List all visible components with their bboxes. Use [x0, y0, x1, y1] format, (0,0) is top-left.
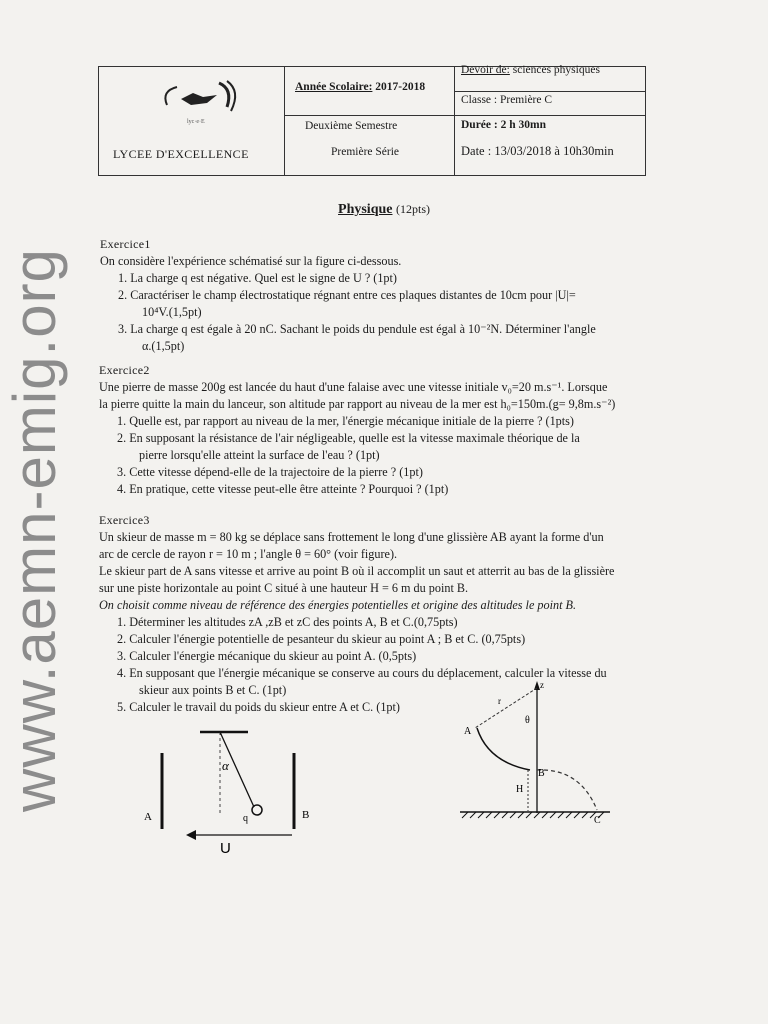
- z-axis-label: z: [540, 680, 544, 690]
- list-item: 1. La charge q est négative. Quel est le signe de U ? (1pt): [118, 271, 397, 285]
- school-logo: [147, 77, 247, 129]
- point-b-label: B: [538, 768, 545, 779]
- exercise-3-note: On choisit comme niveau de référence des énergies potentielles et origine des altitudes le point B.: [99, 598, 576, 612]
- exercise-2-heading: Exercice2: [99, 363, 150, 377]
- list-item: 2. Calculer l'énergie potentielle de pesanteur du skieur au point A ; B et C. (0,75pts): [117, 632, 526, 646]
- point-c-label: C: [594, 815, 601, 826]
- alpha-label: α: [222, 758, 229, 773]
- list-item: pierre lorsqu'elle atteint la surface de l'eau ? (1pt): [139, 448, 380, 462]
- list-item: α.(1,5pt): [142, 339, 185, 353]
- list-item: 4. En supposant que l'énergie mécanique se conserve au cours du déplacement, calculer la vitesse du: [117, 666, 607, 680]
- pendulum-figure: [140, 725, 330, 865]
- list-item: 3. La charge q est égale à 20 nC. Sachant le poids du pendule est égal à 10⁻²N. Déterminer l'angle: [118, 322, 596, 336]
- series: Première Série: [331, 146, 400, 158]
- voltage-label: U: [220, 840, 231, 857]
- school-name: LYCEE D'EXCELLENCE: [113, 147, 249, 161]
- exercise-2-intro: Une pierre de masse 200g est lancée du haut d'une falaise avec une vitesse initiale v₀=20 m.s⁻¹. Lorsque: [99, 380, 608, 394]
- list-item: 2. Caractériser le champ électrostatique régnant entre ces plaques distantes de 10cm pour |U|=: [118, 288, 576, 302]
- list-item: 5. Calculer le travail du poids du skieur entre A et C. (1pt): [117, 700, 400, 714]
- list-item: 10⁴V.(1,5pt): [142, 305, 202, 319]
- exercise-2: [99, 362, 709, 498]
- class: Classe : Première C: [461, 94, 553, 106]
- list-item: 3. Calculer l'énergie mécanique du skieur au point A. (0,5pts): [117, 649, 417, 663]
- list-item: 2. En supposant la résistance de l'air négligeable, quelle est la vitesse maximale théorique de la: [117, 431, 580, 445]
- assignment: Devoir de: sciences physiques: [461, 64, 600, 76]
- exercise-1-heading: Exercice1: [100, 237, 151, 251]
- list-item: 3. Cette vitesse dépend-elle de la trajectoire de la pierre ? (1pt): [117, 465, 423, 479]
- plate-b-label: B: [302, 809, 310, 821]
- school-year: Année Scolaire: 2017-2018: [295, 81, 426, 93]
- exam-date: Date : 13/03/2018 à 10h30min: [461, 144, 614, 158]
- header-table: [98, 66, 646, 176]
- height-label: H: [516, 784, 524, 795]
- exercise-3-intro: arc de cercle de rayon r = 10 m ; l'angle θ = 60° (voir figure).: [99, 547, 398, 561]
- svg-text:lyc·e·E: lyc·e·E: [187, 119, 205, 125]
- list-item: 4. En pratique, cette vitesse peut-elle être atteinte ? Pourquoi ? (1pt): [117, 482, 449, 496]
- exercise-3-intro: Le skieur part de A sans vitesse et arrive au point B où il accomplit un saut et atterrit au bas de la glissière: [99, 564, 615, 578]
- point-a-label: A: [464, 726, 472, 737]
- charge-label: q: [243, 813, 248, 824]
- list-item: 1. Quelle est, par rapport au niveau de la mer, l'énergie mécanique initiale de la pierre ? (1pts): [117, 414, 574, 428]
- exercise-3-heading: Exercice3: [99, 513, 150, 527]
- list-item: skieur aux points B et C. (1pt): [139, 683, 287, 697]
- ski-slope-figure: [450, 678, 630, 828]
- exercise-3-intro: sur une piste horizontale au point C situé à une hauteur H = 6 m du point B.: [99, 581, 469, 595]
- exercise-3-intro: Un skieur de masse m = 80 kg se déplace sans frottement le long d'une glissière AB ayant la forme d'un: [99, 530, 604, 544]
- exercise-1: [100, 236, 700, 355]
- radius-label: r: [498, 696, 501, 706]
- exercise-1-intro: On considère l'expérience schématisé sur la figure ci-dessous.: [100, 254, 402, 268]
- exercise-2-intro: la pierre quitte la main du lanceur, son altitude par rapport au niveau de la mer est h₀=150m.(g= 9,8m.s⁻²): [99, 397, 616, 411]
- semester: Deuxième Semestre: [305, 120, 398, 132]
- list-item: 1. Déterminer les altitudes zA ,zB et zC des points A, B et C.(0,75pts): [117, 615, 458, 629]
- plate-a-label: A: [144, 811, 152, 823]
- duration: Durée : 2 h 30mn: [461, 119, 546, 131]
- watermark: www.aemn-emig.org: [1, 248, 68, 812]
- section-title: Physique (12pts): [338, 202, 430, 217]
- theta-label: θ: [525, 715, 530, 726]
